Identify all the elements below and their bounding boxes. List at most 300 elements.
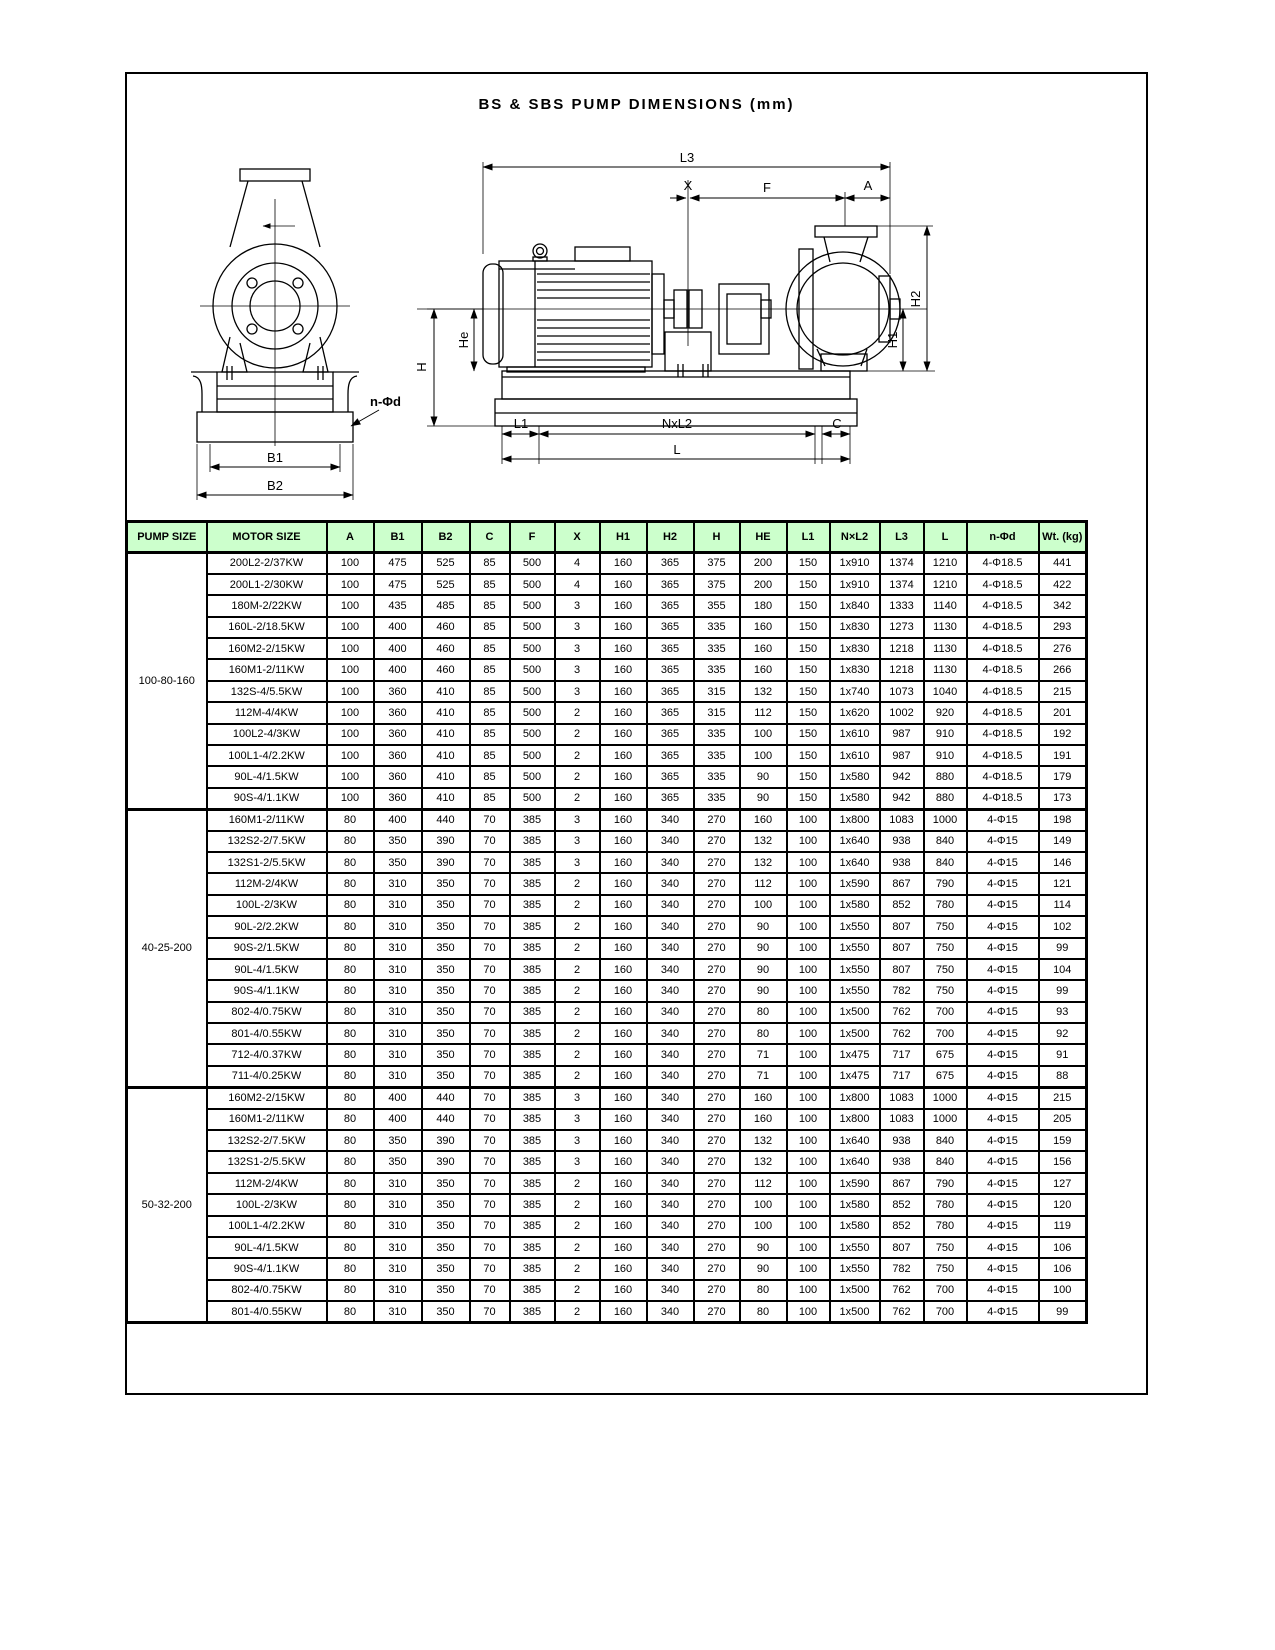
- dimension-cell: 90: [740, 1237, 787, 1258]
- dimension-cell: 70: [470, 873, 510, 894]
- dimension-cell: 293: [1039, 617, 1087, 638]
- dimension-cell: 310: [374, 873, 422, 894]
- dimension-cell: 1x500: [830, 1301, 880, 1322]
- dimension-cell: 1083: [880, 809, 924, 830]
- dimension-cell: 867: [880, 873, 924, 894]
- dimension-cell: 340: [647, 1301, 694, 1322]
- dimension-cell: 100: [787, 1130, 830, 1151]
- column-header-h1: H1: [600, 522, 647, 553]
- dimension-cell: 1140: [924, 595, 967, 616]
- dimension-cell: 460: [422, 638, 470, 659]
- dimension-cell: 100: [327, 681, 374, 702]
- table-row: [127, 916, 1087, 937]
- dimension-cell: 270: [694, 1173, 740, 1194]
- dimension-cell: 100: [787, 916, 830, 937]
- dimension-cell: 3: [555, 1151, 600, 1172]
- motor-size-cell: 100L2-4/3KW: [207, 724, 327, 745]
- pump-table-body: [127, 553, 1087, 1323]
- dimension-cell: 1x640: [830, 831, 880, 852]
- dimension-cell: 198: [1039, 809, 1087, 830]
- dimension-cell: 360: [374, 745, 422, 766]
- dimension-cell: 80: [327, 916, 374, 937]
- table-row: [127, 745, 1087, 766]
- dimension-cell: 750: [924, 938, 967, 959]
- dimension-cell: 4-Φ15: [967, 1087, 1039, 1108]
- dimension-cell: 1x800: [830, 1109, 880, 1130]
- dimension-cell: 160: [600, 895, 647, 916]
- dimension-cell: 100: [787, 831, 830, 852]
- dimension-cell: 1x590: [830, 873, 880, 894]
- dimension-cell: 1218: [880, 638, 924, 659]
- dimension-cell: 335: [694, 745, 740, 766]
- dimension-cell: 350: [422, 1023, 470, 1044]
- dimension-cell: 310: [374, 1258, 422, 1279]
- dimension-cell: 390: [422, 1151, 470, 1172]
- dimension-cell: 160: [600, 766, 647, 787]
- motor-size-cell: 160L-2/18.5KW: [207, 617, 327, 638]
- dimension-cell: 80: [327, 1173, 374, 1194]
- dimension-cell: 160: [600, 681, 647, 702]
- dimension-cell: 750: [924, 959, 967, 980]
- dimension-cell: 700: [924, 1002, 967, 1023]
- dimension-cell: 80: [740, 1280, 787, 1301]
- dimension-cell: 335: [694, 659, 740, 680]
- dimension-cell: 150: [787, 553, 830, 574]
- dimension-cell: 500: [510, 766, 555, 787]
- dimension-cell: 310: [374, 938, 422, 959]
- dimension-cell: 270: [694, 916, 740, 937]
- dimension-cell: 160: [740, 617, 787, 638]
- dimension-cell: 70: [470, 1066, 510, 1087]
- dimension-cell: 1083: [880, 1087, 924, 1108]
- dimension-cell: 100: [787, 1087, 830, 1108]
- dimension-cell: 385: [510, 1023, 555, 1044]
- dimension-cell: 4-Φ18.5: [967, 788, 1039, 809]
- dimension-cell: 4-Φ15: [967, 831, 1039, 852]
- dimension-cell: 852: [880, 1194, 924, 1215]
- dimension-cell: 1x830: [830, 617, 880, 638]
- dimension-cell: 99: [1039, 980, 1087, 1001]
- dimension-cell: 150: [787, 638, 830, 659]
- motor-size-cell: 180M-2/22KW: [207, 595, 327, 616]
- dimension-cell: 852: [880, 1216, 924, 1237]
- dimension-cell: 100: [740, 1194, 787, 1215]
- dimension-cell: 1x640: [830, 1130, 880, 1151]
- dimension-cell: 790: [924, 1173, 967, 1194]
- dimension-cell: 385: [510, 1087, 555, 1108]
- dimension-cell: 1002: [880, 702, 924, 723]
- dimension-cell: 80: [327, 959, 374, 980]
- dimension-cell: 106: [1039, 1237, 1087, 1258]
- dimension-cell: 1x590: [830, 1173, 880, 1194]
- dimension-cell: 100: [787, 1151, 830, 1172]
- motor-eyebolt: [533, 244, 547, 261]
- dimension-cell: 1333: [880, 595, 924, 616]
- dimension-cell: 270: [694, 1216, 740, 1237]
- dimension-cell: 355: [694, 595, 740, 616]
- dimension-cell: 4-Φ15: [967, 959, 1039, 980]
- dimension-cell: 340: [647, 831, 694, 852]
- table-row: [127, 766, 1087, 787]
- dimension-cell: 2: [555, 1044, 600, 1065]
- dimension-cell: 365: [647, 788, 694, 809]
- motor-size-cell: 132S2-2/7.5KW: [207, 831, 327, 852]
- dimension-cell: 400: [374, 617, 422, 638]
- dimension-cell: 100: [327, 659, 374, 680]
- table-header-row: [127, 522, 1087, 553]
- dimension-cell: 365: [647, 681, 694, 702]
- dimension-cell: 410: [422, 788, 470, 809]
- table-row: [127, 574, 1087, 595]
- dimension-cell: 4-Φ18.5: [967, 553, 1039, 574]
- dimension-cell: 70: [470, 1280, 510, 1301]
- dimension-cell: 80: [327, 895, 374, 916]
- dimension-cell: 266: [1039, 659, 1087, 680]
- dimension-cell: 1x475: [830, 1044, 880, 1065]
- motor-size-cell: 712-4/0.37KW: [207, 1044, 327, 1065]
- dimension-cell: 179: [1039, 766, 1087, 787]
- dimension-cell: 1x580: [830, 895, 880, 916]
- motor-size-cell: 200L1-2/30KW: [207, 574, 327, 595]
- dimension-cell: 270: [694, 873, 740, 894]
- motor-size-cell: 801-4/0.55KW: [207, 1023, 327, 1044]
- dimension-cell: 2: [555, 1023, 600, 1044]
- dimension-cell: 4-Φ15: [967, 852, 1039, 873]
- dimension-cell: 4-Φ18.5: [967, 745, 1039, 766]
- column-header-motor-size: MOTOR SIZE: [207, 522, 327, 553]
- pump-dimensions-table: [125, 520, 1088, 1324]
- dimension-cell: 4-Φ18.5: [967, 659, 1039, 680]
- dimension-cell: 350: [422, 938, 470, 959]
- column-header-he: HE: [740, 522, 787, 553]
- table-row: [127, 1087, 1087, 1108]
- dimension-cell: 500: [510, 638, 555, 659]
- dimension-cell: 1040: [924, 681, 967, 702]
- dimension-cell: 385: [510, 980, 555, 1001]
- dimension-cell: 310: [374, 1002, 422, 1023]
- dimension-cell: 340: [647, 1194, 694, 1215]
- dimension-cell: 390: [422, 1130, 470, 1151]
- dimension-cell: 276: [1039, 638, 1087, 659]
- dimension-cell: 340: [647, 1002, 694, 1023]
- dimension-cell: 1x550: [830, 1258, 880, 1279]
- dimension-cell: 3: [555, 681, 600, 702]
- dimension-cell: 1x500: [830, 1280, 880, 1301]
- table-row: [127, 788, 1087, 809]
- dimension-cell: 4-Φ15: [967, 1280, 1039, 1301]
- dimension-cell: 4-Φ15: [967, 1151, 1039, 1172]
- dimension-cell: 100: [327, 617, 374, 638]
- motor-size-cell: 132S1-2/5.5KW: [207, 852, 327, 873]
- dimension-cell: 1x610: [830, 745, 880, 766]
- dimension-cell: 385: [510, 1130, 555, 1151]
- dimension-cell: 1000: [924, 1087, 967, 1108]
- motor-size-cell: 90L-4/1.5KW: [207, 1237, 327, 1258]
- dimension-cell: 360: [374, 681, 422, 702]
- table-row: [127, 959, 1087, 980]
- dimension-cell: 335: [694, 766, 740, 787]
- column-header-l1: L1: [787, 522, 830, 553]
- dimension-cell: 3: [555, 1087, 600, 1108]
- dimension-cell: 400: [374, 659, 422, 680]
- table-row: [127, 1258, 1087, 1279]
- dimension-cell: 2: [555, 745, 600, 766]
- dimension-cell: 385: [510, 1151, 555, 1172]
- dimension-cell: 350: [422, 959, 470, 980]
- pump-side-view: [414, 150, 935, 464]
- dimension-cell: 160: [600, 745, 647, 766]
- dimension-cell: 205: [1039, 1109, 1087, 1130]
- dimension-cell: 1x580: [830, 766, 880, 787]
- dimension-cell: 192: [1039, 724, 1087, 745]
- dimension-cell: 4-Φ15: [967, 1173, 1039, 1194]
- dimension-cell: 70: [470, 1237, 510, 1258]
- dimension-cell: 70: [470, 1194, 510, 1215]
- dimension-cell: 350: [422, 1002, 470, 1023]
- column-header-l: L: [924, 522, 967, 553]
- dimension-cell: 3: [555, 595, 600, 616]
- dimension-cell: 310: [374, 916, 422, 937]
- dimension-cell: 1083: [880, 1109, 924, 1130]
- column-header-h2: H2: [647, 522, 694, 553]
- dimension-cell: 270: [694, 831, 740, 852]
- dimension-cell: 100: [787, 873, 830, 894]
- dimension-cell: 762: [880, 1301, 924, 1322]
- table-row: [127, 809, 1087, 830]
- dimension-cell: 160: [600, 702, 647, 723]
- dimension-cell: 149: [1039, 831, 1087, 852]
- dimension-cell: 365: [647, 659, 694, 680]
- dimension-cell: 441: [1039, 553, 1087, 574]
- dimension-cell: 310: [374, 1066, 422, 1087]
- dimension-cell: 310: [374, 980, 422, 1001]
- dimension-cell: 340: [647, 959, 694, 980]
- dimension-cell: 71: [740, 1044, 787, 1065]
- dim-label-n-phi-d: n-Φd: [370, 394, 401, 409]
- dimension-cell: 340: [647, 938, 694, 959]
- dimension-cell: 390: [422, 852, 470, 873]
- dimension-cell: 700: [924, 1301, 967, 1322]
- dimension-cell: 2: [555, 702, 600, 723]
- column-header-f: F: [510, 522, 555, 553]
- dimension-cell: 100: [787, 959, 830, 980]
- page-title: BS & SBS PUMP DIMENSIONS (mm): [478, 96, 795, 113]
- dimension-cell: 1130: [924, 659, 967, 680]
- dimension-cell: 700: [924, 1023, 967, 1044]
- dimension-cell: 987: [880, 724, 924, 745]
- dimension-cell: 350: [422, 895, 470, 916]
- dimension-cell: 500: [510, 788, 555, 809]
- dimension-cell: 807: [880, 959, 924, 980]
- dimension-cell: 270: [694, 1044, 740, 1065]
- dimension-cell: 100: [740, 1216, 787, 1237]
- motor-size-cell: 90S-2/1.5KW: [207, 938, 327, 959]
- dimension-cell: 160: [600, 659, 647, 680]
- motor-size-cell: 711-4/0.25KW: [207, 1066, 327, 1087]
- dimension-cell: 80: [327, 1087, 374, 1108]
- dimension-cell: 385: [510, 1173, 555, 1194]
- dimension-cell: 1130: [924, 638, 967, 659]
- dimension-cell: 1x580: [830, 1216, 880, 1237]
- dimension-cell: 385: [510, 916, 555, 937]
- dimension-cell: 440: [422, 1109, 470, 1130]
- dimension-cell: 1x550: [830, 959, 880, 980]
- dimension-cell: 1210: [924, 574, 967, 595]
- dimension-cell: 350: [422, 1066, 470, 1087]
- dimension-cell: 2: [555, 1258, 600, 1279]
- dimension-cell: 340: [647, 895, 694, 916]
- dimension-cell: 270: [694, 1258, 740, 1279]
- dimension-cell: 100: [740, 724, 787, 745]
- dimension-cell: 71: [740, 1066, 787, 1087]
- dimension-cell: 840: [924, 852, 967, 873]
- column-header-a: A: [327, 522, 374, 553]
- dimension-cell: 70: [470, 809, 510, 830]
- dimension-cell: 160: [740, 1087, 787, 1108]
- dimension-cell: 340: [647, 1109, 694, 1130]
- dimension-cell: 310: [374, 1237, 422, 1258]
- dimension-cell: 400: [374, 809, 422, 830]
- table-row: [127, 659, 1087, 680]
- dimension-cell: 525: [422, 553, 470, 574]
- dimension-cell: 270: [694, 1087, 740, 1108]
- dimension-cell: 100: [787, 1002, 830, 1023]
- dimension-cell: 2: [555, 788, 600, 809]
- dimension-cell: 160: [600, 1130, 647, 1151]
- dimension-cell: 4-Φ18.5: [967, 574, 1039, 595]
- dimension-cell: 938: [880, 1130, 924, 1151]
- dimension-cell: 920: [924, 702, 967, 723]
- dimension-cell: 80: [327, 1066, 374, 1087]
- dimension-cell: 150: [787, 766, 830, 787]
- dimension-cell: 160: [600, 724, 647, 745]
- dimension-cell: 385: [510, 1044, 555, 1065]
- dimension-cell: 121: [1039, 873, 1087, 894]
- table-row: [127, 831, 1087, 852]
- dimension-cell: 215: [1039, 1087, 1087, 1108]
- dimension-cell: 782: [880, 1258, 924, 1279]
- dimension-cell: 160: [600, 1301, 647, 1322]
- dimension-cell: 160: [740, 1109, 787, 1130]
- dimension-cell: 80: [327, 1237, 374, 1258]
- dimension-cell: 4-Φ15: [967, 980, 1039, 1001]
- dimension-cell: 315: [694, 702, 740, 723]
- dimension-cell: 340: [647, 916, 694, 937]
- dimension-cell: 942: [880, 766, 924, 787]
- dimension-cell: 335: [694, 724, 740, 745]
- dimension-cell: 1073: [880, 681, 924, 702]
- dimension-cell: 80: [740, 1002, 787, 1023]
- dimension-cell: 160: [600, 1066, 647, 1087]
- table-row: [127, 1151, 1087, 1172]
- table-row: [127, 938, 1087, 959]
- dimension-cell: 880: [924, 788, 967, 809]
- dimension-cell: 85: [470, 681, 510, 702]
- dimension-cell: 100: [787, 1173, 830, 1194]
- dimension-cell: 1x640: [830, 852, 880, 873]
- pump-dimension-drawing: [127, 114, 1146, 518]
- dimension-cell: 270: [694, 1301, 740, 1322]
- dimension-cell: 160: [600, 809, 647, 830]
- table-row: [127, 1044, 1087, 1065]
- dimension-cell: 1x550: [830, 980, 880, 1001]
- dimension-cell: 340: [647, 873, 694, 894]
- dimension-cell: 4-Φ15: [967, 1237, 1039, 1258]
- dimension-cell: 340: [647, 1173, 694, 1194]
- dimension-cell: 340: [647, 1237, 694, 1258]
- dimension-cell: 1x580: [830, 788, 880, 809]
- motor-size-cell: 802-4/0.75KW: [207, 1002, 327, 1023]
- motor-size-cell: 100L1-4/2.2KW: [207, 745, 327, 766]
- dimension-cell: 70: [470, 1109, 510, 1130]
- dimension-cell: 1x580: [830, 1194, 880, 1215]
- dimension-cell: 80: [327, 873, 374, 894]
- dimension-cell: 1000: [924, 809, 967, 830]
- dimension-cell: 410: [422, 724, 470, 745]
- dimension-cell: 340: [647, 1280, 694, 1301]
- dimension-cell: 85: [470, 553, 510, 574]
- dimension-cell: 310: [374, 1044, 422, 1065]
- dimension-cell: 385: [510, 852, 555, 873]
- dimension-cell: 365: [647, 745, 694, 766]
- dimension-cell: 350: [422, 1194, 470, 1215]
- dimension-cell: 70: [470, 1173, 510, 1194]
- table-row: [127, 1194, 1087, 1215]
- dim-label-c: C: [832, 416, 842, 431]
- dimension-cell: 80: [327, 1216, 374, 1237]
- dimension-cell: 2: [555, 959, 600, 980]
- dimension-cell: 156: [1039, 1151, 1087, 1172]
- dimension-cell: 70: [470, 1258, 510, 1279]
- dimension-cell: 385: [510, 1066, 555, 1087]
- motor-terminal-box: [575, 247, 630, 261]
- dimension-cell: 270: [694, 895, 740, 916]
- dimension-cell: 340: [647, 1023, 694, 1044]
- dimension-cell: 350: [422, 916, 470, 937]
- dimension-cell: 500: [510, 595, 555, 616]
- dimension-cell: 310: [374, 1301, 422, 1322]
- dimension-cell: 132: [740, 1151, 787, 1172]
- pump-size-cell: 100-80-160: [127, 553, 207, 810]
- dimension-cell: 1x910: [830, 553, 880, 574]
- dimension-cell: 100: [787, 980, 830, 1001]
- dimension-cell: 85: [470, 595, 510, 616]
- dimension-cell: 385: [510, 873, 555, 894]
- table-row: [127, 1237, 1087, 1258]
- dim-label-b2: B2: [267, 478, 283, 493]
- dimension-cell: 201: [1039, 702, 1087, 723]
- dimension-cell: 114: [1039, 895, 1087, 916]
- dimension-cell: 160: [600, 1173, 647, 1194]
- dimension-cell: 160: [600, 617, 647, 638]
- dimension-cell: 4-Φ15: [967, 1044, 1039, 1065]
- motor-size-cell: 132S-4/5.5KW: [207, 681, 327, 702]
- dimension-cell: 160: [600, 1280, 647, 1301]
- dimension-cell: 500: [510, 574, 555, 595]
- dimension-cell: 150: [787, 724, 830, 745]
- dimension-cell: 80: [327, 1301, 374, 1322]
- dimension-cell: 100: [787, 852, 830, 873]
- dimension-cell: 2: [555, 1237, 600, 1258]
- dimension-cell: 350: [422, 1173, 470, 1194]
- dimension-cell: 3: [555, 1130, 600, 1151]
- dimension-cell: 385: [510, 938, 555, 959]
- dimension-cell: 700: [924, 1280, 967, 1301]
- dimension-cell: 840: [924, 1130, 967, 1151]
- table-row: [127, 1173, 1087, 1194]
- dimension-cell: 160: [600, 638, 647, 659]
- dimension-cell: 938: [880, 831, 924, 852]
